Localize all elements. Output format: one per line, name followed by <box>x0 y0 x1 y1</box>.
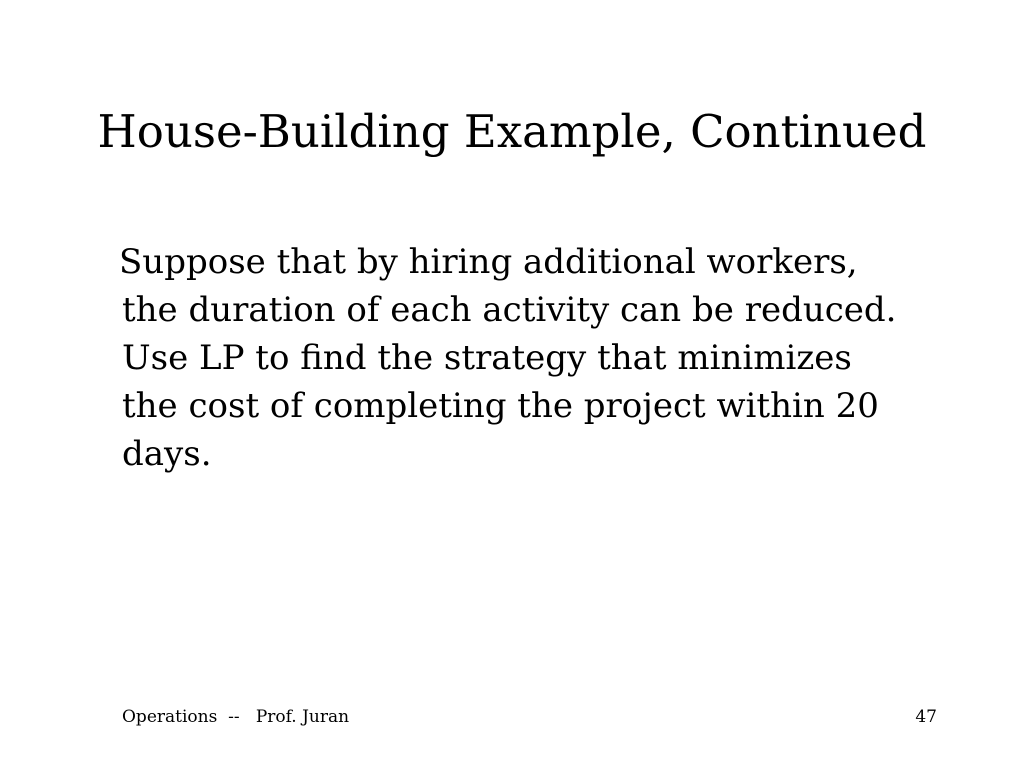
footer-course-label: Operations -- Prof. Juran <box>122 707 350 727</box>
body-line: days. <box>122 434 212 474</box>
slide-title: House-Building Example, Continued <box>97 105 927 158</box>
body-line: Suppose that by hiring additional workers, <box>119 242 858 282</box>
footer-page-number: 47 <box>915 707 937 727</box>
body-line: the duration of each activity can be reduced. <box>122 290 897 330</box>
body-line: the cost of completing the project within 20 <box>122 386 879 426</box>
body-line: Use LP to find the strategy that minimizes <box>122 338 852 378</box>
slide-body <box>119 238 942 478</box>
